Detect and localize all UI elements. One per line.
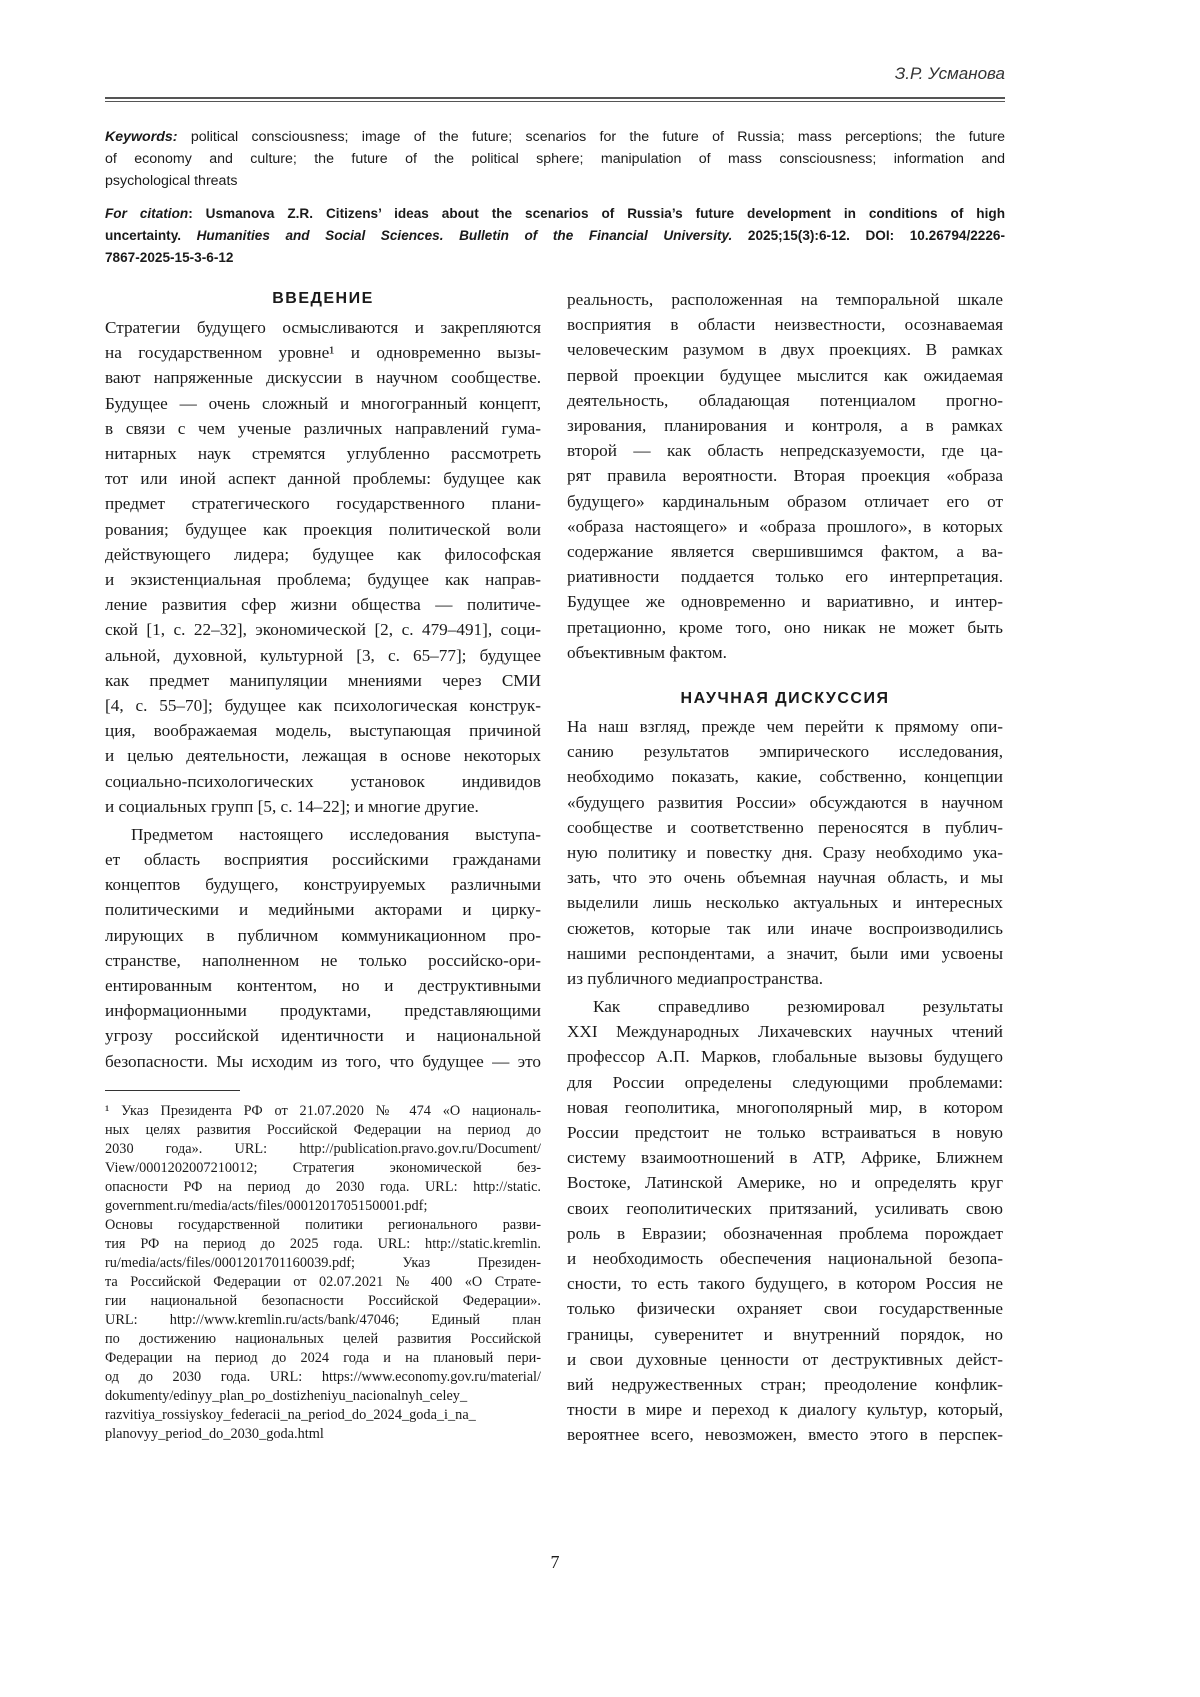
citation-text: : Usmanova Z.R. Citizens’ ideas about the scenarios of Russia’s future development in conditions of high (188, 206, 1005, 221)
text-line: ской [1, с. 22–32], экономической [2, с. 479–491], соци- (105, 617, 541, 642)
text-line: объективным фактом. (567, 640, 1003, 665)
footnote-line: government.ru/media/acts/files/0001201705150001.pdf; (105, 1197, 541, 1216)
footnote-line: ных целях развития Российской Федерации на период до (105, 1121, 541, 1140)
footnote-line: Федерации на период до 2024 года и на плановый пери- (105, 1349, 541, 1368)
text-line: и необходимость обеспечения национальной безопа- (567, 1246, 1003, 1271)
footnote-line: од до 2030 года. URL: https://www.economy.gov.ru/material/ (105, 1368, 541, 1387)
text-line: человеческим разумом в двух проекциях. В рамках (567, 337, 1003, 362)
text-line: для России определены следующими проблемами: (567, 1070, 1003, 1095)
page-number: 7 (0, 1552, 1110, 1573)
text-line: сюжетов, которые так или иначе воспроизводились (567, 916, 1003, 941)
text-line: На наш взгляд, прежде чем перейти к прямому опи- (567, 714, 1003, 739)
text-line: концептов будущего, конструируемых различными (105, 872, 541, 897)
footnote-line: razvitiya_rossiyskoy_federacii_na_period_do_2024_goda_i_na_ (105, 1406, 541, 1425)
text-line: Будущее — очень сложный и многогранный концепт, (105, 391, 541, 416)
footnote (105, 1102, 541, 1444)
text-line: из публичного медиапространства. (567, 966, 1003, 991)
left-column (105, 315, 541, 1074)
text-line: XXI Международных Лихачевских научных чтений (567, 1019, 1003, 1044)
citation-block (105, 203, 1005, 269)
text-line: выделили лишь несколько актуальных и интересных (567, 890, 1003, 915)
text-line: нашими респондентами, а значит, были ими усвоены (567, 941, 1003, 966)
text-line: Будущее же одновременно и вариативно, и интер- (567, 589, 1003, 614)
section-heading-discussion: НАУЧНАЯ ДИСКУССИЯ (567, 690, 1003, 708)
paragraph (105, 822, 541, 1074)
right-column (567, 714, 1003, 1448)
text-line: восприятия в области неизвестности, осознаваемая (567, 312, 1003, 337)
text-line: безопасности. Мы исходим из того, что будущее — это (105, 1049, 541, 1074)
keywords-label: Keywords: (105, 129, 178, 145)
footnote-line: 2030 года». URL: http://publication.pravo.gov.ru/Document/ (105, 1140, 541, 1159)
footnote-line: гии национальной безопасности Российской Федерации». (105, 1292, 541, 1311)
keywords-text: psychological threats (105, 170, 1005, 192)
text-line: профессор А.П. Марков, глобальные вызовы будущего (567, 1044, 1003, 1069)
text-line: первой проекции будущее мыслится как ожидаемая (567, 363, 1003, 388)
text-line: вероятнее всего, невозможен, вместо этого в перспек- (567, 1422, 1003, 1447)
text-line: риативности поддается только его интерпретация. (567, 564, 1003, 589)
text-line: нитарных наук стремятся углубленно рассмотреть (105, 441, 541, 466)
citation-text: uncertainty. (105, 228, 197, 243)
text-line: странстве, наполненном не только российско-ори- (105, 948, 541, 973)
text-line: ентированным контентом, но и деструктивными (105, 973, 541, 998)
text-line: «будущего развития России» обсуждаются в научном (567, 790, 1003, 815)
text-line: второй — как область непредсказуемости, где ца- (567, 438, 1003, 463)
text-line: зать, что это очень объемная научная область, и мы (567, 865, 1003, 890)
text-line: на государственном уровне¹ и одновременно вызы- (105, 340, 541, 365)
text-line: рят правила вероятности. Вторая проекция «образа (567, 463, 1003, 488)
text-line: сообществе и соответственно переносятся в публич- (567, 815, 1003, 840)
header-rule-thin (105, 101, 1005, 102)
citation-label: For citation (105, 206, 188, 221)
text-line: санию результатов эмпирического исследования, (567, 739, 1003, 764)
keywords-block (105, 126, 1005, 192)
text-line: ление развития сфер жизни общества — политиче- (105, 592, 541, 617)
footnote-line: dokumenty/edinyy_plan_po_dostizheniyu_nacionalnyh_celey_ (105, 1387, 541, 1406)
paragraph (567, 287, 1003, 665)
keywords-text: of economy and culture; the future of the political sphere; manipulation of mass consciousness; information and (105, 148, 1005, 170)
text-line: и экзистенциальная проблема; будущее как направ- (105, 567, 541, 592)
footnote-line: URL: http://www.kremlin.ru/acts/bank/47046; Единый план (105, 1311, 541, 1330)
text-line: границы, суверенитет и внутренний порядок, но (567, 1322, 1003, 1347)
text-line: в связи с чем ученые различных направлений гума- (105, 416, 541, 441)
text-line: альной, духовной, культурной [3, с. 65–77]; будущее (105, 643, 541, 668)
text-line: вают напряженные дискуссии в научном сообществе. (105, 365, 541, 390)
text-line: необходимо показать, какие, собственно, концепции (567, 764, 1003, 789)
text-line: зирования, планирования и контроля, а в рамках (567, 413, 1003, 438)
footnote-line: по достижению национальных целей развития Российской (105, 1330, 541, 1349)
text-line: и социальных групп [5, с. 14–22]; и многие другие. (105, 794, 541, 819)
text-line: деятельность, обладающая потенциалом прогно- (567, 388, 1003, 413)
text-line: рования; будущее как проекция политической воли (105, 517, 541, 542)
text-line: и целью деятельности, лежащая в основе некоторых (105, 743, 541, 768)
text-line: как предмет манипуляции мнениями через СМИ (105, 668, 541, 693)
text-line: ет область восприятия российскими гражданами (105, 847, 541, 872)
keywords-text: political consciousness; image of the future; scenarios for the future of Russia; mass perceptions; the future (178, 129, 1005, 145)
header-rule (105, 97, 1005, 99)
text-line: будущего» кардинальным образом отличает его от (567, 489, 1003, 514)
text-line: роль в Евразии; обозначенная проблема порождает (567, 1221, 1003, 1246)
text-line: угрозу российской идентичности и национальной (105, 1023, 541, 1048)
footnote-line: ¹ Указ Президента РФ от 21.07.2020 № 474 «О националь- (105, 1102, 541, 1121)
citation-text: 2025;15(3):6-12. DOI: 10.26794/2226- (732, 228, 1005, 243)
text-line: новая геополитика, многополярный мир, в котором (567, 1095, 1003, 1120)
footnote-line: опасности РФ на период до 2030 года. URL: http://static. (105, 1178, 541, 1197)
text-line: и свои духовные ценности от деструктивных дейст- (567, 1347, 1003, 1372)
text-line: Предметом настоящего исследования выступа- (105, 822, 541, 847)
paragraph (567, 994, 1003, 1448)
text-line: вий недружественных стран; преодоление конфлик- (567, 1372, 1003, 1397)
paragraph (567, 714, 1003, 991)
text-line: Востоке, Латинской Америке, но и определять круг (567, 1170, 1003, 1195)
text-line: Стратегии будущего осмысливаются и закрепляются (105, 315, 541, 340)
text-line: «образа настоящего» и «образа прошлого», в которых (567, 514, 1003, 539)
footnote-line: planovyy_period_do_2030_goda.html (105, 1425, 541, 1444)
text-line: [4, с. 55–70]; будущее как психологическая конструк- (105, 693, 541, 718)
text-line: информационными продуктами, представляющими (105, 998, 541, 1023)
footnote-line: Основы государственной политики регионального разви- (105, 1216, 541, 1235)
text-line: претационно, кроме того, оно никак не может быть (567, 615, 1003, 640)
footnote-rule (105, 1090, 240, 1091)
text-line: сности, то есть такого будущего, в котором Россия не (567, 1271, 1003, 1296)
text-line: социально-психологических установок индивидов (105, 769, 541, 794)
text-line: лирующих в публичном коммуникационном про- (105, 923, 541, 948)
footnote-line: View/0001202007210012; Стратегия экономической без- (105, 1159, 541, 1178)
text-line: своих геополитических притязаний, усиливать свою (567, 1196, 1003, 1221)
text-line: предмет стратегического государственного плани- (105, 491, 541, 516)
text-line: политическими и медийными акторами и цирку- (105, 897, 541, 922)
text-line: ную политику и повестку дня. Сразу необходимо ука- (567, 840, 1003, 865)
text-line: тности в мире и переход к диалогу культур, который, (567, 1397, 1003, 1422)
footnote-line: тия РФ на период до 2025 года. URL: http://static.kremlin. (105, 1235, 541, 1254)
text-line: только физически охраняет свои государственные (567, 1296, 1003, 1321)
running-header-author: З.Р. Усманова (895, 64, 1005, 84)
section-heading-introduction: ВВЕДЕНИЕ (105, 290, 541, 308)
footnote-line: ru/media/acts/files/0001201701160039.pdf; Указ Президен- (105, 1254, 541, 1273)
right-column-continuation (567, 287, 1003, 665)
text-line: тот или иной аспект данной проблемы: будущее как (105, 466, 541, 491)
text-line: реальность, расположенная на темпоральной шкале (567, 287, 1003, 312)
citation-journal: Humanities and Social Sciences. Bulletin of the Financial University. (197, 228, 733, 243)
citation-doi: 7867-2025-15-3-6-12 (105, 247, 1005, 269)
text-line: Как справедливо резюмировал результаты (567, 994, 1003, 1019)
text-line: ция, воображаемая модель, выступающая причиной (105, 718, 541, 743)
text-line: систему взаимоотношений в АТР, Африке, Ближнем (567, 1145, 1003, 1170)
text-line: действующего лидера; будущее как философская (105, 542, 541, 567)
paragraph (105, 315, 541, 819)
text-line: содержание является свершившимся фактом, а ва- (567, 539, 1003, 564)
footnote-line: та Российской Федерации от 02.07.2021 № 400 «О Страте- (105, 1273, 541, 1292)
text-line: России предстоит не только встраиваться в новую (567, 1120, 1003, 1145)
